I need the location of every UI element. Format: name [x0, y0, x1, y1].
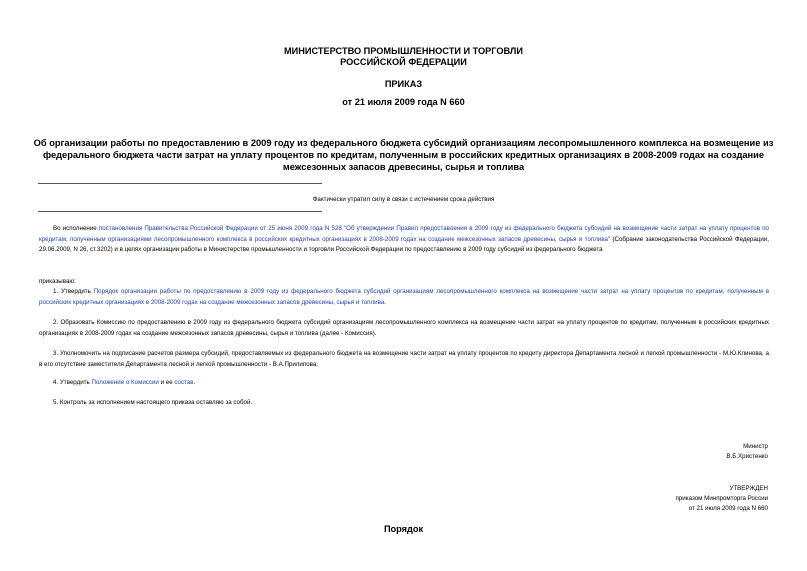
procedure-link[interactable]: Порядок организации работы по предоставлению в 2009 году из федерального бюджета субсидий организациям лесопромышленного комплекса на возмещение части затрат на уплату процентов по кредитам, полученным в российских кредитных организациях в 2008-2009 годах на создание межсезонных запасов древесины, сырья и топлива	[39, 288, 770, 306]
preamble-prefix: Во исполнение	[53, 225, 99, 232]
government-decree-link[interactable]: постановления Правительства Российской Федерации от 25 июня 2009 года N 528 "Об утверждении Правил предоставления в 2009 году из федерального бюджета субсидий на возмещение части затрат на уплату процентов по кредитам, полученным организациями лесопромышленного комплекса в российских кредитных организациях в 2008-2009 годах на создание межсезонных запасов древесины, сырья и топлива"	[39, 225, 769, 243]
item-1	[39, 287, 769, 308]
document-title: Об организации работы по предоставлению в 2009 году из федерального бюджета субсидий организациям лесопромышленного комплекса на возмещение из федерального бюджета части затрат на уплату процентов по кредитам, полученным в российских кредитных организациях в 2008-2009 годах на создание межсезонных запасов древесины, сырья и топлива	[33, 138, 774, 172]
preamble-suffix: (Собрание законодательства Российской Федерации, 29.06.2009, N 26, ст.3202) и в целях организации работы в Министерстве промышленности и торговли Российской Федерации по предоставлению в 2009 году субсидий из федерального бюджета	[39, 235, 769, 253]
divider-bottom	[38, 211, 322, 212]
divider-top	[38, 183, 322, 184]
signature-name: В.Б.Христенко	[726, 453, 768, 460]
appendix-title: Порядок	[383, 524, 424, 534]
preamble-paragraph	[39, 224, 769, 256]
item-5	[39, 398, 769, 409]
document-type: ПРИКАЗ	[384, 79, 423, 89]
order-word: приказываю:	[39, 278, 76, 285]
ministry-line-1: МИНИСТЕРСТВО ПРОМЫШЛЕННОСТИ И ТОРГОВЛИ	[284, 46, 523, 56]
document-date-number: от 21 июля 2009 года N 660	[342, 97, 465, 107]
commission-composition-link[interactable]: состав	[174, 379, 194, 386]
signature-position: Министр	[743, 443, 768, 450]
ministry-line-2: РОССИЙСКОЙ ФЕДЕРАЦИИ	[340, 57, 467, 67]
item-1-suffix: .	[384, 298, 386, 306]
item-5-text: 5. Контроль за исполнением настоящего приказа оставляю за собой.	[53, 399, 253, 406]
approval-date: от 21 июля 2009 года N 660	[688, 505, 768, 512]
approval-by: приказом Минпромторга России	[675, 495, 768, 502]
status-note: Фактически утратил силу в связи с истечением срока действия	[312, 196, 495, 203]
item-3	[39, 349, 769, 370]
item-2-text: 2. Образовать Комиссию по предоставлению в 2009 году из федерального бюджета субсидий организациям лесопромышленного комплекса на возмещение части затрат на уплату процентов по кредитам, полученным в российских кредитных организациях в 2008-2009 годах на создание межсезонных запасов древесины, сырья и топлива (далее - Комиссия).	[39, 319, 769, 337]
item-3-text: 3. Уполномочить на подписание расчетов размера субсидий, предоставляемых из федерального бюджета на возмещение части затрат на уплату процентов по кредиту директора Департамента лесной и легкой промышленности - М.Ю.Клинова, а в его отсутствие заместителя Департамента лесной и легкой промышленности - В.А.Прилипова.	[39, 350, 769, 368]
signature-block	[726, 442, 768, 462]
approval-block	[676, 484, 768, 514]
commission-regulation-link[interactable]: Положение о Комиссии	[91, 379, 159, 386]
item-4-middle: и ее	[158, 379, 175, 386]
item-4-suffix: .	[193, 379, 196, 386]
item-4-prefix: 4. Утвердить	[53, 379, 92, 386]
item-1-prefix: 1. Утвердить	[53, 288, 94, 295]
item-4	[39, 378, 769, 389]
approval-word: УТВЕРЖДЕН	[729, 485, 768, 492]
item-2	[39, 318, 769, 339]
